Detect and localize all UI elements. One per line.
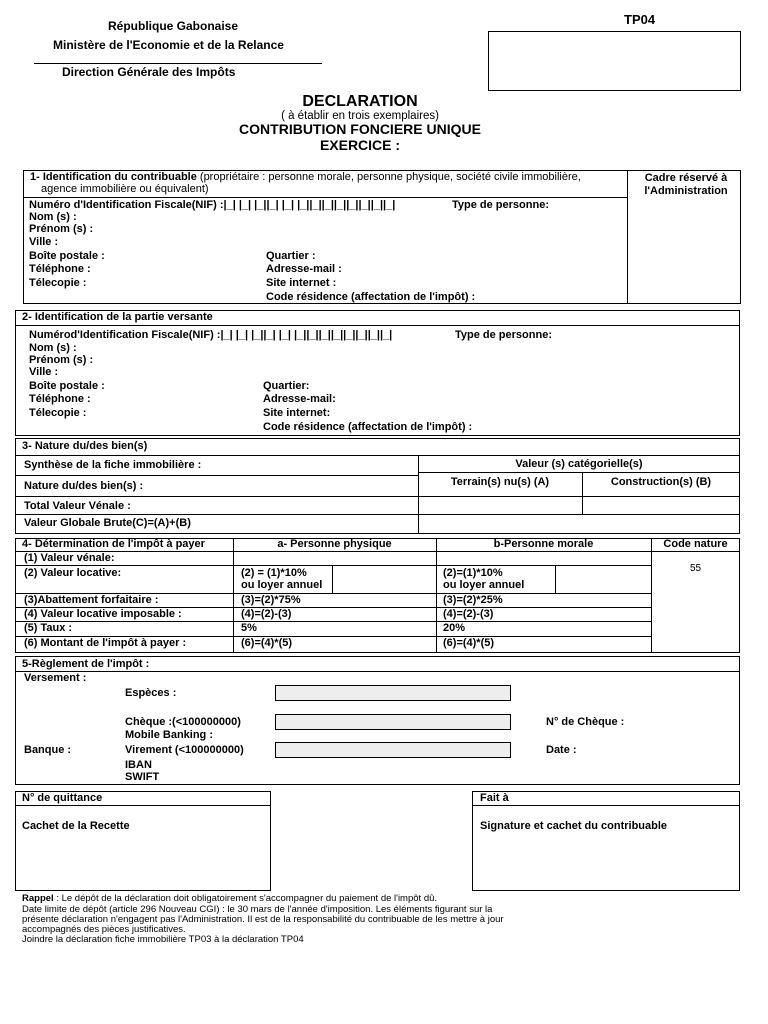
s5-banque-label: Banque : bbox=[24, 744, 72, 756]
title-exercice: EXERCICE : bbox=[319, 137, 401, 153]
s4-row-b: (3)=(2)*25% bbox=[443, 594, 503, 606]
s2-bp-label[interactable]: Boîte postale : bbox=[29, 380, 105, 392]
s4-row-b: (4)=(2)-(3) bbox=[443, 608, 494, 620]
s3-terrain-header: Terrain(s) nu(s) (A) bbox=[450, 476, 550, 488]
s1-prenom-label[interactable]: Prénom (s) : bbox=[29, 223, 94, 235]
s1-quartier-label[interactable]: Quartier : bbox=[266, 250, 316, 262]
s2-prenom-label[interactable]: Prénom (s) : bbox=[29, 354, 94, 366]
s2-quartier-label[interactable]: Quartier: bbox=[263, 380, 310, 392]
s4-row-label: (5) Taux : bbox=[24, 622, 73, 634]
s3-terrain-value[interactable] bbox=[419, 497, 581, 513]
section4-heading: 4- Détermination de l'impôt à payer bbox=[22, 538, 205, 550]
s5-date-label: Date : bbox=[546, 744, 577, 756]
s2-nif-label[interactable]: Numérod'Identification Fiscale(NIF) :|_| |_| |_||_| |_| |_||_||_||_||_||_||_||_| bbox=[29, 329, 393, 341]
section1-heading-line2: agence immobilière ou équivalent) bbox=[41, 183, 209, 195]
form-code: TP04 bbox=[624, 12, 656, 27]
footer-rappel: Rappel : Le dépôt de la déclaration doit obligatoirement s'accompagner du paiement de l'impôt dû. bbox=[22, 893, 438, 904]
s4-col-physique: a- Personne physique bbox=[277, 538, 392, 550]
section5-heading: 5-Règlement de l'impôt : bbox=[22, 658, 150, 670]
form-code-box[interactable] bbox=[488, 31, 741, 91]
section2-heading: 2- Identification de la partie versante bbox=[22, 311, 213, 323]
title-subtitle: ( à établir en trois exemplaires) bbox=[281, 110, 439, 122]
s4-row-b2: ou loyer annuel bbox=[443, 579, 525, 591]
footer-line5: Joindre la déclaration fiche immobilière TP03 à la déclaration TP04 bbox=[22, 934, 304, 945]
s4-row-a2: ou loyer annuel bbox=[241, 579, 323, 591]
s1-fax-label[interactable]: Télecopie : bbox=[29, 277, 87, 289]
s5-especes-label: Espèces : bbox=[125, 687, 177, 699]
signature-box[interactable] bbox=[472, 791, 740, 891]
s4-row-b: (6)=(4)*(5) bbox=[443, 637, 495, 649]
s5-swift-label: SWIFT bbox=[125, 771, 160, 783]
s1-mail-label[interactable]: Adresse-mail : bbox=[266, 263, 342, 275]
header-ministry: Ministère de l'Economie et de la Relance bbox=[53, 38, 284, 52]
s4-row-label: (4) Valeur locative imposable : bbox=[24, 608, 182, 620]
s4-row-b: (2)=(1)*10% bbox=[443, 567, 503, 579]
s3-construction-header: Construction(s) (B) bbox=[610, 476, 712, 488]
s1-site-label[interactable]: Site internet : bbox=[266, 277, 337, 289]
s2-type-label[interactable]: Type de personne: bbox=[455, 329, 552, 341]
s1-nom-label[interactable]: Nom (s) : bbox=[29, 211, 77, 223]
s2-fax-label[interactable]: Télecopie : bbox=[29, 407, 87, 419]
s3-globale-value[interactable] bbox=[419, 515, 739, 533]
s4-row-a: (6)=(4)*(5) bbox=[241, 637, 293, 649]
section3-heading: 3- Nature du/des bien(s) bbox=[22, 440, 148, 452]
s5-virement-label: Virement (<100000000) bbox=[125, 744, 244, 756]
s3-construction-value[interactable] bbox=[583, 497, 739, 513]
quittance-label: N° de quittance bbox=[22, 792, 103, 804]
footer-line3: présente déclaration n'engagent pas l'Administration. Il est de la responsabilité du contribuable de les mettre à jour bbox=[22, 914, 504, 925]
s5-no-cheque-label: N° de Chèque : bbox=[546, 716, 625, 728]
cheque-field[interactable] bbox=[275, 714, 511, 730]
s3-synthese-label: Synthèse de la fiche immobilière : bbox=[24, 459, 202, 471]
s4-row-b: 20% bbox=[443, 622, 466, 634]
s5-cheque-label: Chèque :(<100000000) bbox=[125, 716, 241, 728]
virement-field[interactable] bbox=[275, 742, 511, 758]
s3-valeurs-cat-header: Valeur (s) catégorielle(s) bbox=[515, 458, 643, 470]
s4-row-label: (6) Montant de l'impôt à payer : bbox=[24, 637, 187, 649]
s4-row-label: (1) Valeur vénale: bbox=[24, 552, 115, 564]
s4-row-a: (2) = (1)*10% bbox=[241, 567, 307, 579]
header-divider bbox=[34, 63, 322, 64]
admin-reserved-label: Cadre réservé à l'Administration bbox=[644, 172, 728, 197]
fait-a-label: Fait à bbox=[480, 792, 509, 804]
s5-versement-label: Versement : bbox=[24, 672, 87, 684]
title-declaration: DECLARATION bbox=[302, 93, 418, 110]
s2-site-label[interactable]: Site internet: bbox=[263, 407, 331, 419]
s2-tel-label[interactable]: Téléphone : bbox=[29, 393, 91, 405]
s2-mail-label[interactable]: Adresse-mail: bbox=[263, 393, 336, 405]
s5-mobile-label: Mobile Banking : bbox=[125, 729, 213, 741]
s1-tel-label[interactable]: Téléphone : bbox=[29, 263, 91, 275]
title-contribution: CONTRIBUTION FONCIERE UNIQUE bbox=[239, 121, 481, 137]
s1-type-label[interactable]: Type de personne: bbox=[452, 199, 549, 211]
s3-total-label: Total Valeur Vénale : bbox=[24, 500, 131, 512]
s4-code-nature-value: 55 bbox=[689, 563, 702, 574]
footer-line2: Date limite de dépôt (article 296 Nouveau CGI) : le 30 mars de l'année d'imposition. Les éléments figurant sur la bbox=[22, 904, 493, 915]
cachet-recette-label: Cachet de la Recette bbox=[22, 820, 130, 832]
s1-bp-label[interactable]: Boîte postale : bbox=[29, 250, 105, 262]
s2-code-residence-label[interactable]: Code résidence (affectation de l'impôt) : bbox=[263, 421, 473, 433]
header-direction: Direction Générale des Impôts bbox=[62, 65, 236, 79]
s4-row-label: (2) Valeur locative: bbox=[24, 567, 122, 579]
s4-row-label: (3)Abattement forfaitaire : bbox=[24, 594, 159, 606]
s4-col-morale: b-Personne morale bbox=[493, 538, 594, 550]
section1-heading: 1- Identification du contribuable (propriétaire : personne morale, personne physique, société civile immobilière, bbox=[30, 171, 581, 183]
s2-nom-label[interactable]: Nom (s) : bbox=[29, 342, 77, 354]
s1-ville-label[interactable]: Ville : bbox=[29, 236, 59, 248]
especes-field[interactable] bbox=[275, 685, 511, 701]
header-republic: République Gabonaise bbox=[108, 19, 239, 33]
s4-row-a: (4)=(2)-(3) bbox=[241, 608, 292, 620]
s4-row-a: 5% bbox=[241, 622, 257, 634]
s3-globale-label: Valeur Globale Brute(C)=(A)+(B) bbox=[24, 517, 191, 529]
footer-line4: accompagnés des pièces justificatives. bbox=[22, 924, 186, 935]
s1-code-residence-label[interactable]: Code résidence (affectation de l'impôt) : bbox=[266, 291, 476, 303]
signature-label: Signature et cachet du contribuable bbox=[480, 820, 668, 832]
s4-row-a: (3)=(2)*75% bbox=[241, 594, 301, 606]
quittance-box[interactable] bbox=[15, 791, 271, 891]
s3-nature-label: Nature du/des bien(s) : bbox=[24, 480, 144, 492]
s2-ville-label[interactable]: Ville : bbox=[29, 366, 59, 378]
s1-nif-label[interactable]: Numéro d'Identification Fiscale(NIF) :|_| |_| |_||_| |_| |_||_||_||_||_||_||_||_| bbox=[29, 199, 396, 211]
s5-iban-label: IBAN bbox=[125, 759, 152, 771]
s4-col-code-nature: Code nature bbox=[663, 538, 728, 550]
